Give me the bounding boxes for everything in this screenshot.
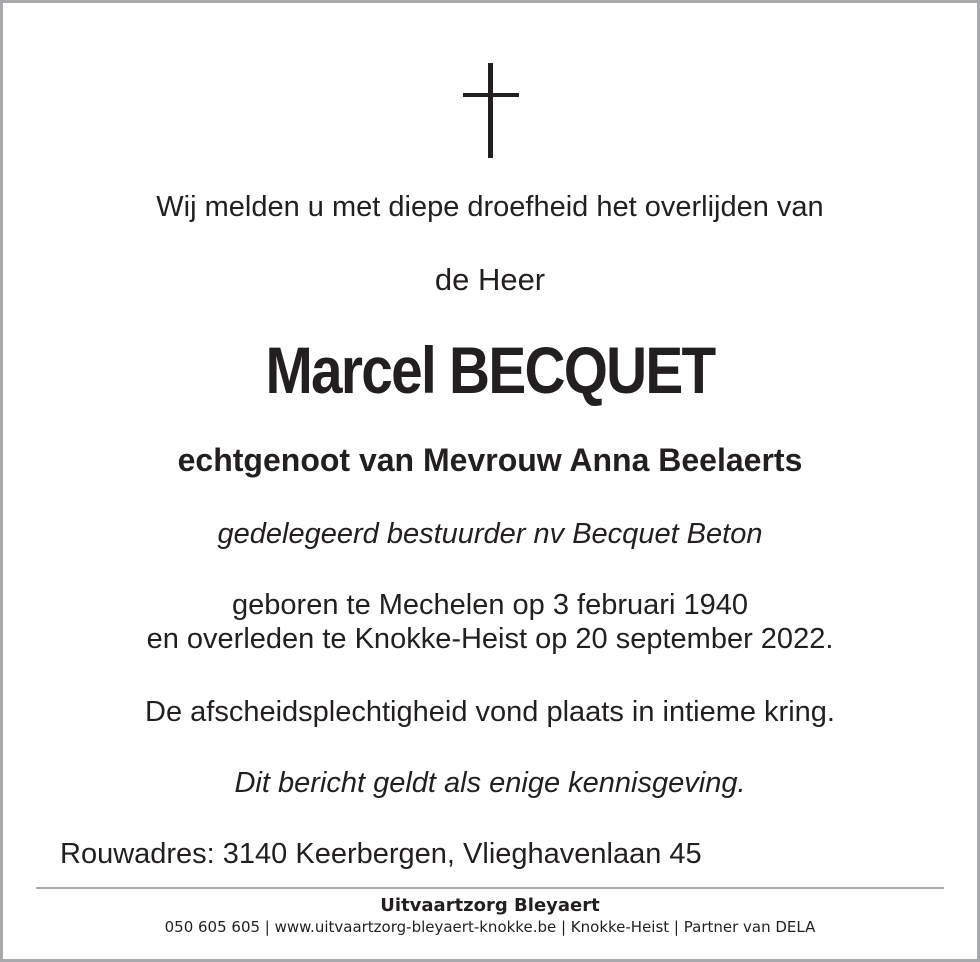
closing-line: Dit bericht geldt als enige kennisgeving.	[234, 767, 746, 799]
ceremony-line: De afscheidsplechtigheid vond plaats in intieme kring.	[145, 696, 835, 728]
birth-line: geboren te Mechelen op 3 februari 1940	[232, 589, 748, 621]
mourning-address: Rouwadres: 3140 Keerbergen, Vlieghavenlaan 45	[60, 838, 702, 870]
intro-text: Wij melden u met diepe droefheid het overlijden van	[156, 191, 824, 223]
deceased-name: Marcel BECQUET	[265, 333, 715, 407]
funeral-company-name: Uitvaartzorg Bleyaert	[380, 895, 600, 916]
cross-icon	[463, 63, 519, 158]
footer-divider	[36, 887, 944, 889]
role-line: gedelegeerd bestuurder nv Becquet Beton	[217, 518, 763, 550]
honorific: de Heer	[434, 262, 546, 297]
death-line: en overleden te Knokke-Heist op 20 september 2022.	[146, 623, 834, 655]
spouse-line: echtgenoot van Mevrouw Anna Beelaerts	[177, 442, 803, 478]
funeral-company-contact: 050 605 605 | www.uitvaartzorg-bleyaert-knokke.be | Knokke-Heist | Partner van DELA	[164, 918, 816, 936]
